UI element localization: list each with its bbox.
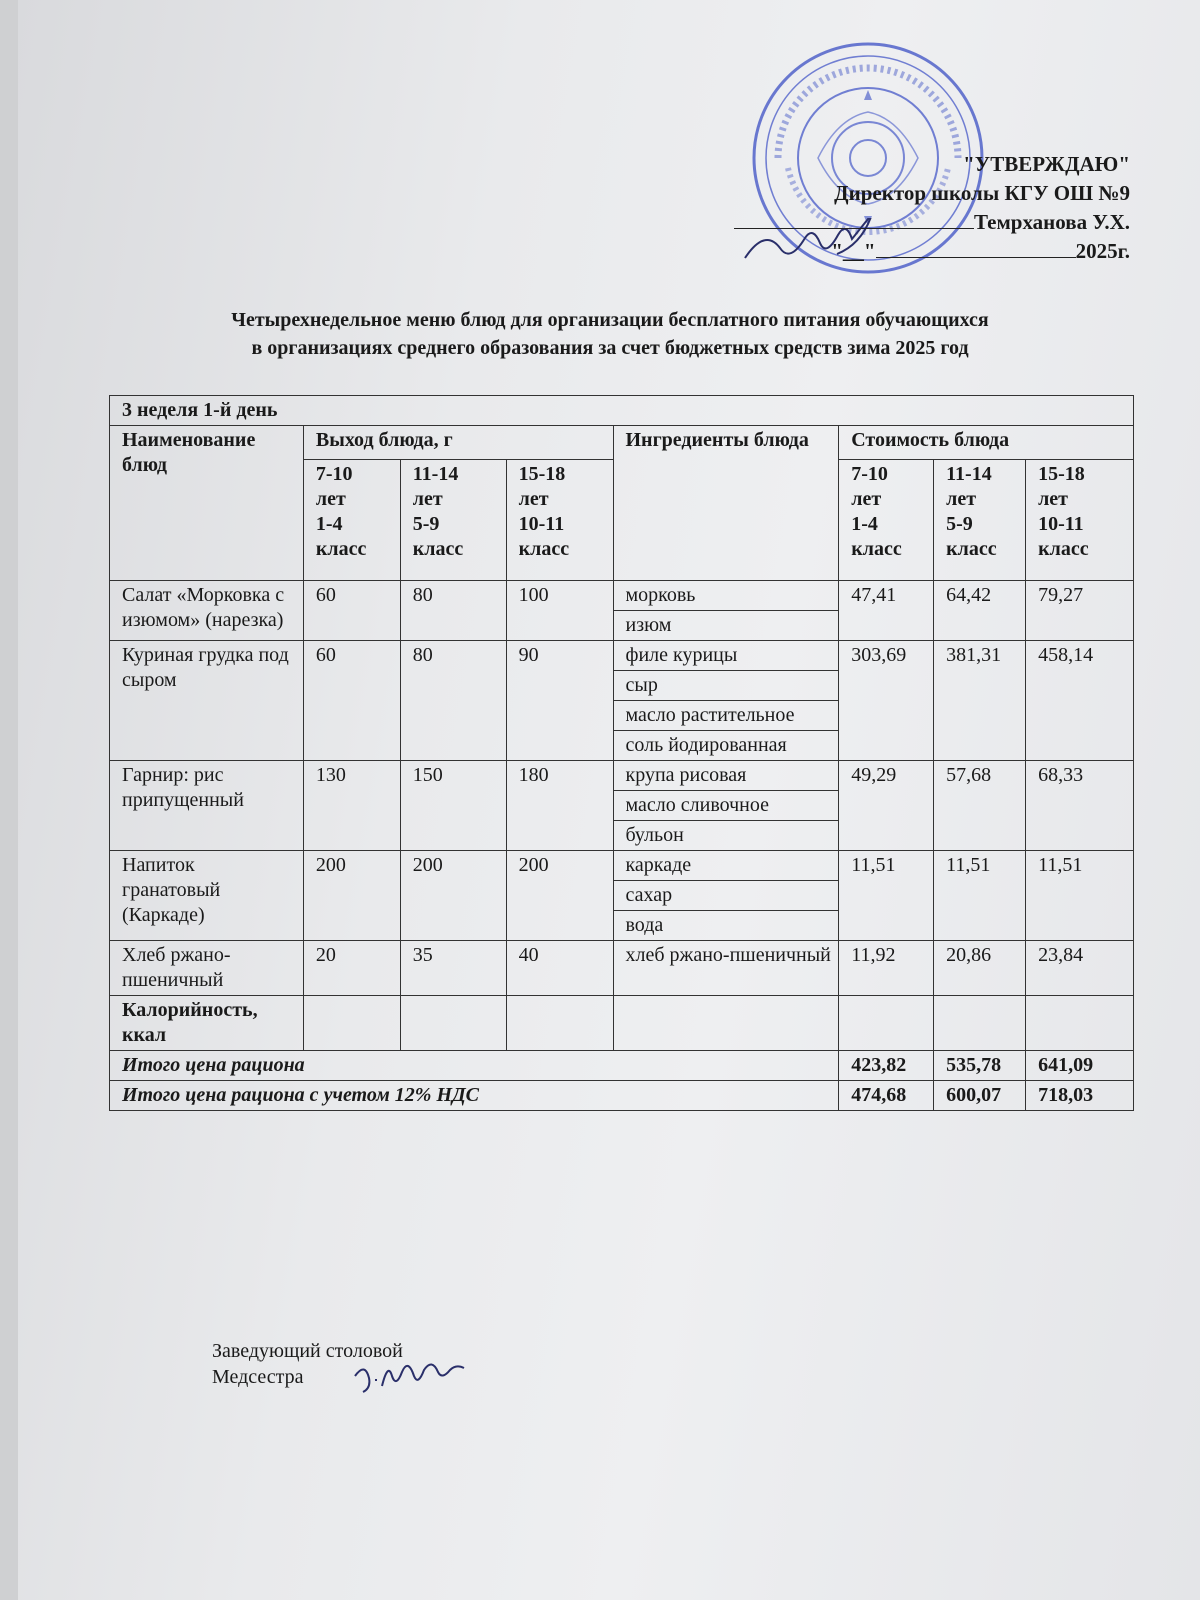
dish-cost: 64,42 (934, 581, 1026, 641)
age-group-line: класс (412, 538, 464, 561)
calories-label: Калорийность, ккал (110, 996, 304, 1051)
ingredient: масло растительное (613, 701, 839, 731)
ingredient: хлеб ржано-пшеничный (613, 941, 839, 996)
calories-cell (400, 996, 506, 1051)
ingredient: соль йодированная (613, 731, 839, 761)
dish-cost: 20,86 (934, 941, 1026, 996)
age-group-line: 15-18 (518, 463, 566, 486)
dish-name: Гарнир: рис припущенный (110, 761, 304, 851)
total-vat-label: Итого цена рациона с учетом 12% НДС (110, 1081, 839, 1111)
dish-yield: 180 (506, 761, 613, 851)
ingredient: филе курицы (613, 641, 839, 671)
total-vat-cost: 718,03 (1026, 1081, 1134, 1111)
ingredient: крупа рисовая (613, 761, 839, 791)
calories-cell (1026, 996, 1134, 1051)
ingredient: изюм (613, 611, 839, 641)
approval-block (570, 150, 1130, 266)
age-group-line: 7-10 (315, 463, 353, 486)
calories-cell (839, 996, 934, 1051)
document-title (60, 306, 1160, 362)
age-group-line: лет (1038, 488, 1068, 511)
cost-age-group (839, 460, 934, 581)
age-group-line: лет (412, 488, 443, 511)
age-group-line: лет (518, 488, 549, 511)
age-group-line: 10-11 (518, 513, 565, 536)
age-group-line: 5-9 (946, 513, 973, 536)
header-cost: Стоимость блюда (839, 426, 1134, 460)
age-group-line: 15-18 (1038, 463, 1085, 486)
approval-name: Темрханова У.Х. (973, 210, 1130, 234)
ingredient: сыр (613, 671, 839, 701)
age-group-line: класс (1038, 538, 1089, 561)
dish-name: Салат «Морковка с изюмом» (нарезка) (110, 581, 304, 641)
dish-cost: 11,92 (839, 941, 934, 996)
ingredient: сахар (613, 881, 839, 911)
calories-cell (613, 996, 839, 1051)
age-group-line: класс (518, 538, 570, 561)
total-vat-cost: 474,68 (839, 1081, 934, 1111)
age-group-line: лет (315, 488, 346, 511)
yield-age-group (400, 460, 506, 581)
dish-yield: 80 (400, 581, 506, 641)
approval-position: Директор школы КГУ ОШ №9 (834, 181, 1130, 205)
age-group-line: 7-10 (851, 463, 888, 486)
total-label: Итого цена рациона (110, 1051, 839, 1081)
age-group-line: класс (315, 538, 367, 561)
dish-name: Напиток гранатовый (Каркаде) (110, 851, 304, 941)
dish-cost: 11,51 (839, 851, 934, 941)
calories-cell (303, 996, 400, 1051)
age-group-line: лет (946, 488, 977, 511)
dish-yield: 35 (400, 941, 506, 996)
ingredient: вода (613, 911, 839, 941)
dish-rows (110, 581, 1134, 996)
age-group-line: 11-14 (946, 463, 992, 486)
dish-yield: 80 (400, 641, 506, 761)
ingredient: каркаде (613, 851, 839, 881)
calories-cell (506, 996, 613, 1051)
age-group-line: 1-4 (851, 513, 878, 536)
ingredient: бульон (613, 821, 839, 851)
nurse-signature-icon (350, 1356, 500, 1396)
dish-cost: 458,14 (1026, 641, 1134, 761)
dish-cost: 79,27 (1026, 581, 1134, 641)
header-dish: Наименование блюд (110, 426, 304, 581)
cost-age-group (934, 460, 1026, 581)
dish-yield: 60 (303, 641, 400, 761)
age-group-line: 10-11 (1038, 513, 1084, 536)
dish-cost: 23,84 (1026, 941, 1134, 996)
dish-name: Куриная грудка под сыром (110, 641, 304, 761)
total-cost: 535,78 (934, 1051, 1026, 1081)
dish-cost: 381,31 (934, 641, 1026, 761)
nurse-label: Медсестра (212, 1366, 304, 1388)
age-group-line: 1-4 (315, 513, 343, 536)
dish-yield: 200 (506, 851, 613, 941)
approval-date-quote: "__" (831, 239, 876, 263)
age-group-line: класс (851, 538, 902, 561)
dish-cost: 11,51 (934, 851, 1026, 941)
header-ingredients: Ингредиенты блюда (613, 426, 839, 581)
table-row (110, 851, 1134, 881)
dish-cost: 303,69 (839, 641, 934, 761)
dish-cost: 68,33 (1026, 761, 1134, 851)
dish-yield: 20 (303, 941, 400, 996)
table-row (110, 761, 1134, 791)
table-row (110, 641, 1134, 671)
ingredient: морковь (613, 581, 839, 611)
dish-cost: 47,41 (839, 581, 934, 641)
dish-cost: 57,68 (934, 761, 1026, 851)
age-group-line: лет (851, 488, 882, 511)
dish-yield: 200 (400, 851, 506, 941)
dish-yield: 130 (303, 761, 400, 851)
age-group-line: класс (946, 538, 997, 561)
approval-heading: "УТВЕРЖДАЮ" (963, 152, 1130, 176)
dish-yield: 150 (400, 761, 506, 851)
canteen-head-label: Заведующий столовой (212, 1340, 403, 1362)
cost-age-group (1026, 460, 1134, 581)
header-yield: Выход блюда, г (303, 426, 613, 460)
day-label: 3 неделя 1-й день (110, 396, 1134, 426)
dish-yield: 200 (303, 851, 400, 941)
dish-name: Хлеб ржано-пшеничный (110, 941, 304, 996)
approval-year: 2025г. (1075, 239, 1130, 263)
yield-age-group (506, 460, 613, 581)
total-cost: 423,82 (839, 1051, 934, 1081)
dish-cost: 11,51 (1026, 851, 1134, 941)
dish-yield: 60 (303, 581, 400, 641)
dish-yield: 40 (506, 941, 613, 996)
calories-cell (934, 996, 1026, 1051)
title-line-1: Четырехнедельное меню блюд для организации бесплатного питания обучающихся (231, 309, 989, 331)
title-line-2: в организациях среднего образования за счет бюджетных средств зима 2025 год (251, 337, 969, 359)
age-group-line: 5-9 (412, 513, 440, 536)
table-row (110, 941, 1134, 996)
dish-yield: 90 (506, 641, 613, 761)
yield-age-group (303, 460, 400, 581)
age-group-line: 11-14 (412, 463, 459, 486)
total-vat-cost: 600,07 (934, 1081, 1026, 1111)
dish-yield: 100 (506, 581, 613, 641)
menu-table (109, 395, 1134, 1111)
dish-cost: 49,29 (839, 761, 934, 851)
table-row (110, 581, 1134, 611)
total-cost: 641,09 (1026, 1051, 1134, 1081)
ingredient: масло сливочное (613, 791, 839, 821)
